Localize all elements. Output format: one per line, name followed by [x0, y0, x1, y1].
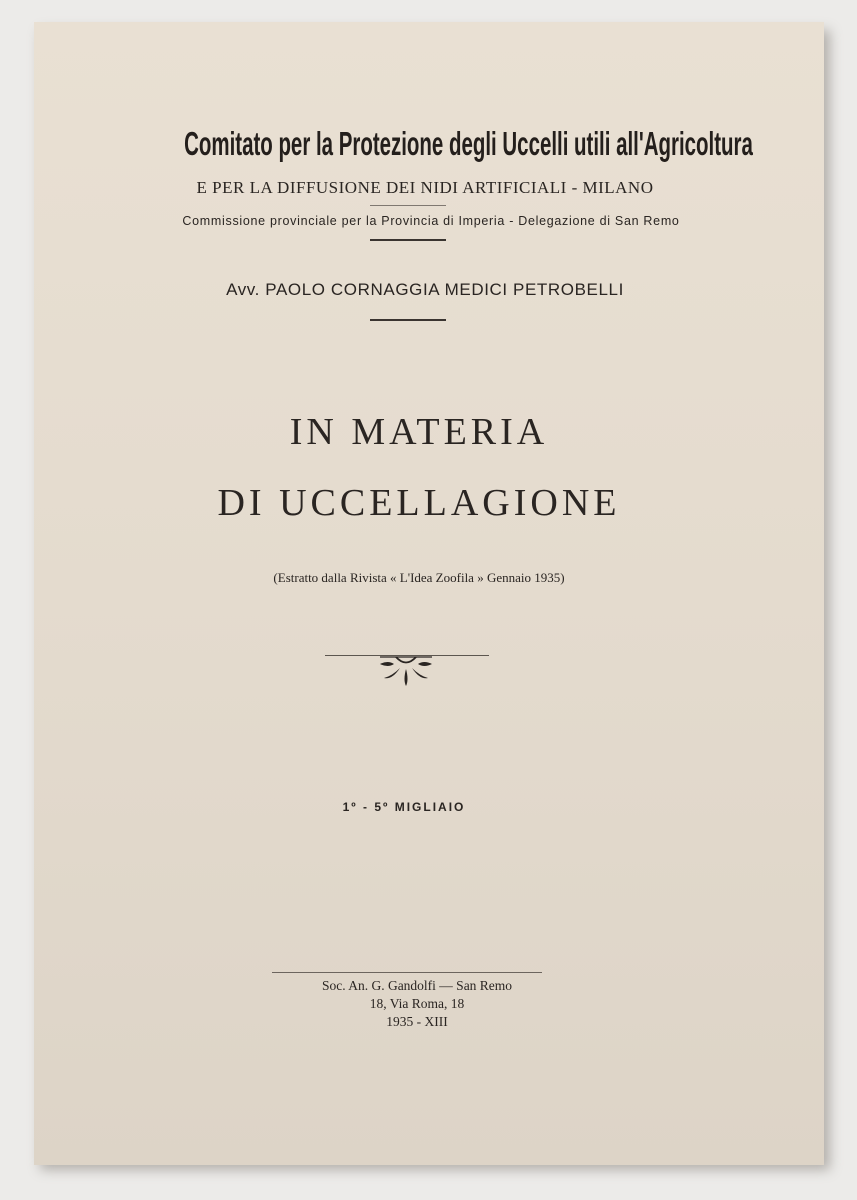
author: Avv. PAOLO CORNAGGIA MEDICI PETROBELLI	[226, 280, 624, 299]
committee-title: Comitato per la Protezione degli Uccelli utili all'Agricoltura	[184, 125, 753, 162]
title-subtitle: (Estratto dalla Rivista « L'Idea Zoofila » Gennaio 1935)	[273, 570, 565, 585]
publisher: Soc. An. G. Gandolfi — San Remo	[321, 978, 513, 993]
publisher-address: 18, Via Roma, 18	[369, 996, 465, 1011]
divider	[370, 239, 446, 241]
publication-year: 1935 - XIII	[386, 1014, 448, 1029]
edition-label: 1º - 5º MIGLIAIO	[342, 800, 466, 814]
committee-subtitle: E PER LA DIFFUSIONE DEI NIDI ARTIFICIALI - MILANO	[196, 178, 654, 197]
title-line-2: DI UCCELLAGIONE	[217, 482, 621, 524]
ornament-icon	[374, 654, 438, 690]
divider	[370, 205, 446, 206]
document-page	[34, 22, 824, 1165]
divider	[370, 319, 446, 321]
title-line-1: IN MATERIA	[289, 411, 549, 453]
divider	[272, 972, 542, 973]
commission-line: Commissione provinciale per la Provincia di Imperia - Delegazione di San Remo	[182, 214, 680, 228]
